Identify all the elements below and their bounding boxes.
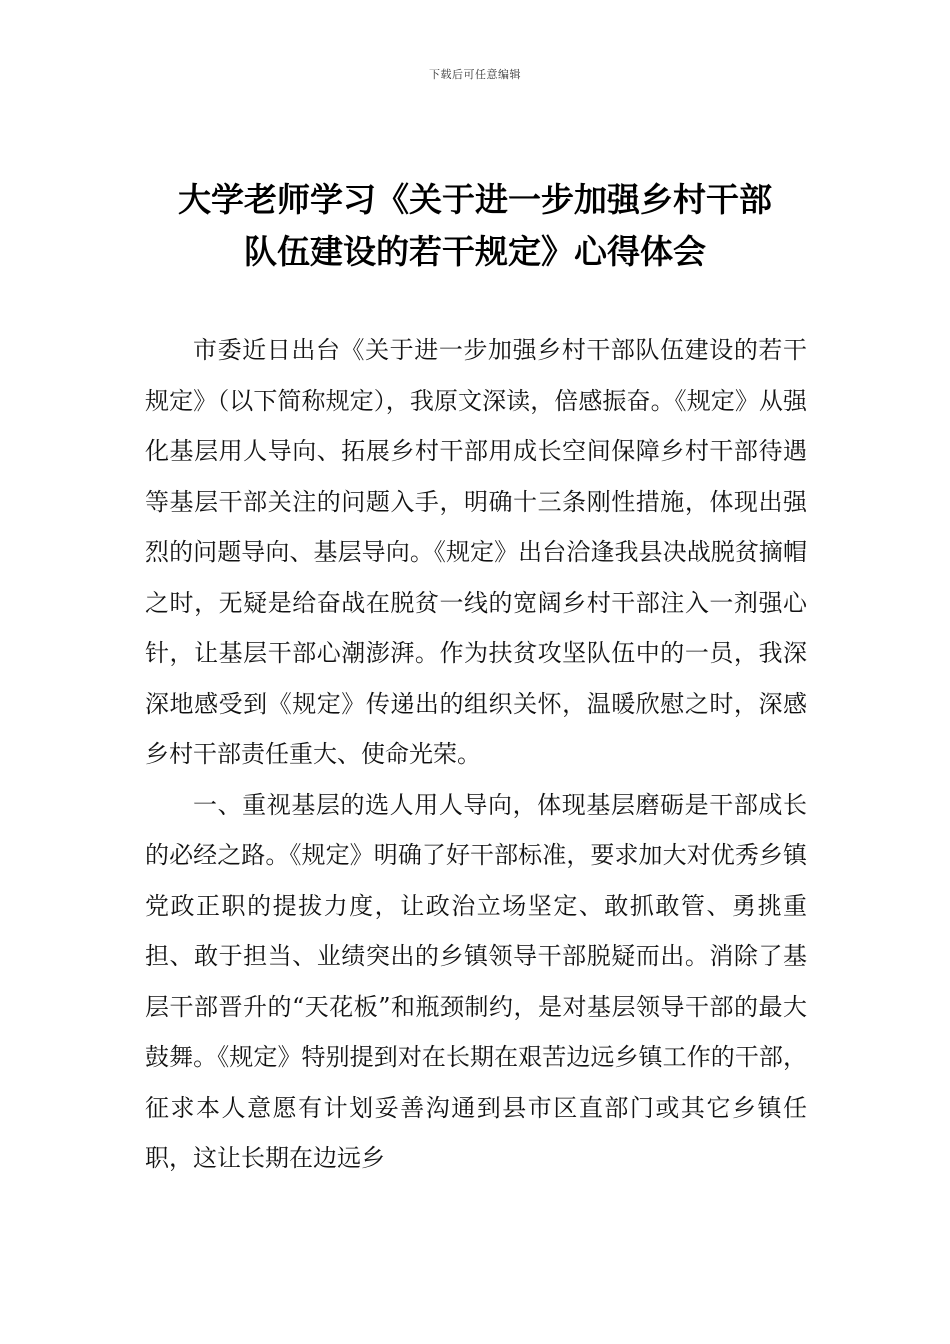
document-title <box>130 174 820 278</box>
paragraph-2: 一、重视基层的选人用人导向，体现基层磨砺是干部成长的必经之路。《规定》明确了好干部标准，要求加大对优秀乡镇党政正职的提拔力度，让政治立场坚定、敢抓敢管、勇挑重担、敢于担当、业绩突出的乡镇领导干部脱疑而出。消除了基层干部晋升的“天花板”和瓶颈制约，是对基层领导干部的最大鼓舞。《规定》特别提到对在长期在艰苦边远乡镇工作的干部，征求本人意愿有计划妥善沟通到县市区直部门或其它乡镇任职，这让长期在边远乡 <box>145 790 807 1172</box>
header-note: 下载后可任意编辑 <box>429 68 521 81</box>
title-line-2: 队伍建设的若干规定》心得体会 <box>244 232 706 271</box>
paragraph-1: 市委近日出台《关于进一步加强乡村干部队伍建设的若干规定》（以下简称规定），我原文深读，倍感振奋。《规定》从强化基层用人导向、拓展乡村干部用成长空间保障乡村干部待遇等基层干部关注的问题入手，明确十三条刚性措施，体现出强烈的问题导向、基层导向。《规定》出台洽逢我县决战脱贫摘帽之时，无疑是给奋战在脱贫一线的宽阔乡村干部注入一剂强心针，让基层干部心潮澎湃。作为扶贫攻坚队伍中的一员，我深深地感受到《规定》传递出的组织关怀，温暖欣慰之时，深感乡村干部责任重大、使命光荣。 <box>145 336 807 768</box>
title-line-1: 大学老师学习《关于进一步加强乡村干部 <box>178 180 772 219</box>
document-body <box>145 325 807 1184</box>
